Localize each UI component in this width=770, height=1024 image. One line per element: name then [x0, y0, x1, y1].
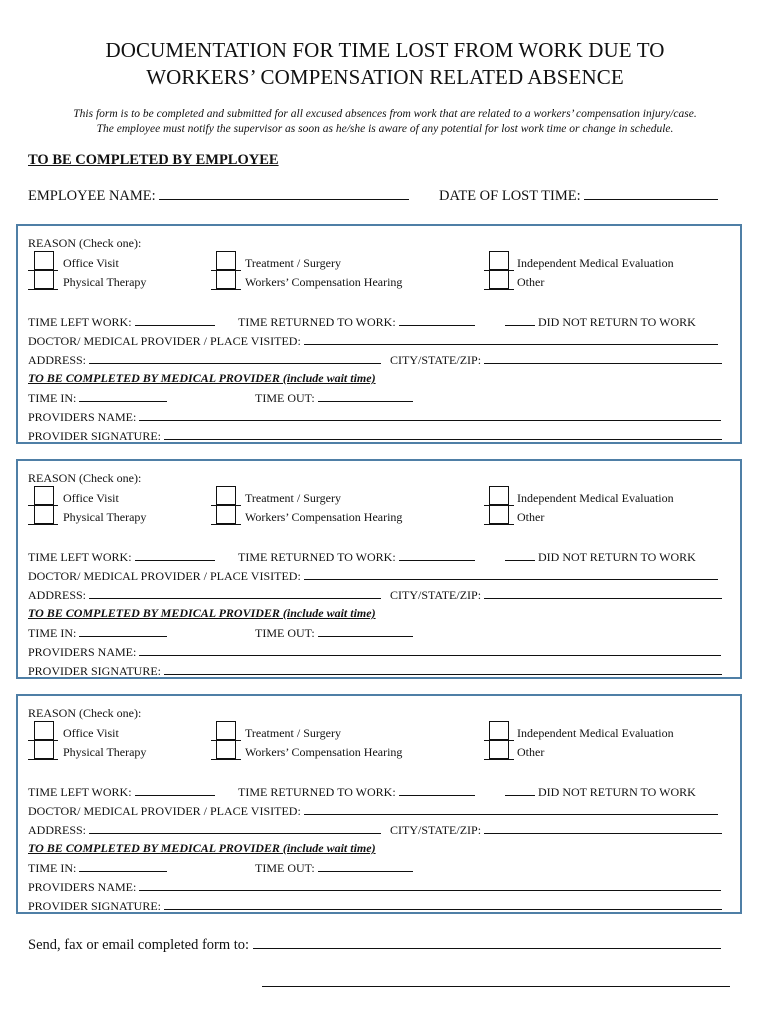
provider-signature-label: PROVIDER SIGNATURE: — [28, 664, 162, 678]
time-left-row — [28, 549, 215, 565]
medical-provider-heading: TO BE COMPLETED BY MEDICAL PROVIDER (include wait time) — [28, 841, 376, 855]
ime-checkbox[interactable] — [489, 251, 509, 270]
time-left-label: TIME LEFT WORK: — [28, 550, 132, 564]
did-not-return-label: DID NOT RETURN TO WORK — [538, 315, 696, 329]
did-not-return-field[interactable] — [505, 549, 535, 561]
did-not-return-label: DID NOT RETURN TO WORK — [538, 550, 696, 564]
providers-name-row — [28, 409, 721, 425]
wc-hearing-label: Workers’ Compensation Hearing — [245, 510, 403, 524]
absence-block-1 — [16, 224, 742, 444]
did-not-return-field[interactable] — [505, 784, 535, 796]
provider-signature-field[interactable] — [164, 663, 722, 675]
reason-label: REASON (Check one): — [28, 236, 142, 250]
office-visit-label: Office Visit — [63, 491, 119, 505]
wc-hearing-checkbox[interactable] — [216, 740, 236, 759]
time-in-row — [28, 860, 167, 876]
reason-label: REASON (Check one): — [28, 471, 142, 485]
time-out-label: TIME OUT: — [255, 626, 315, 640]
employee-name-row — [28, 187, 409, 205]
form-title-line-2: WORKERS’ COMPENSATION RELATED ABSENCE — [146, 65, 624, 89]
ime-checkbox[interactable] — [489, 486, 509, 505]
time-returned-field[interactable] — [399, 784, 475, 796]
other-checkbox[interactable] — [489, 270, 509, 289]
did-not-return-row — [505, 314, 696, 330]
providers-name-label: PROVIDERS NAME: — [28, 410, 137, 424]
provider-signature-field[interactable] — [164, 428, 722, 440]
date-lost-row — [439, 187, 718, 205]
doctor-row — [28, 568, 718, 584]
employee-name-label: EMPLOYEE NAME: — [28, 188, 156, 204]
wc-hearing-checkbox[interactable] — [216, 270, 236, 289]
provider-signature-row — [28, 898, 722, 914]
time-returned-row — [238, 549, 475, 565]
date-lost-label: DATE OF LOST TIME: — [439, 188, 581, 204]
address-row — [28, 822, 381, 838]
providers-name-label: PROVIDERS NAME: — [28, 645, 137, 659]
treatment-surgery-checkbox[interactable] — [216, 251, 236, 270]
doctor-field[interactable] — [304, 333, 718, 345]
send-to-field-line-1[interactable] — [253, 936, 721, 949]
provider-signature-row — [28, 663, 722, 679]
providers-name-field[interactable] — [139, 409, 721, 421]
medical-provider-heading: TO BE COMPLETED BY MEDICAL PROVIDER (include wait time) — [28, 371, 376, 385]
city-row — [390, 822, 722, 838]
time-in-field[interactable] — [79, 390, 167, 402]
providers-name-label: PROVIDERS NAME: — [28, 880, 137, 894]
time-out-label: TIME OUT: — [255, 861, 315, 875]
city-row — [390, 352, 722, 368]
time-returned-row — [238, 784, 475, 800]
time-returned-field[interactable] — [399, 549, 475, 561]
city-label: CITY/STATE/ZIP: — [390, 823, 482, 837]
treatment-surgery-label: Treatment / Surgery — [245, 256, 341, 270]
time-left-field[interactable] — [135, 314, 215, 326]
did-not-return-row — [505, 549, 696, 565]
time-left-field[interactable] — [135, 784, 215, 796]
office-visit-label: Office Visit — [63, 726, 119, 740]
did-not-return-label: DID NOT RETURN TO WORK — [538, 785, 696, 799]
send-row — [28, 936, 721, 954]
intro-line-2: The employee must notify the supervisor as soon as he/she is aware of any potential for lost work time or change in schedule. — [96, 123, 674, 135]
time-in-label: TIME IN: — [28, 861, 77, 875]
time-left-field[interactable] — [135, 549, 215, 561]
time-out-row — [255, 625, 413, 641]
doctor-row — [28, 333, 718, 349]
time-in-label: TIME IN: — [28, 626, 77, 640]
address-label: ADDRESS: — [28, 588, 87, 602]
physical-therapy-label: Physical Therapy — [63, 275, 147, 289]
date-lost-field[interactable] — [584, 187, 718, 200]
address-row — [28, 587, 381, 603]
doctor-label: DOCTOR/ MEDICAL PROVIDER / PLACE VISITED: — [28, 804, 301, 818]
other-checkbox[interactable] — [489, 505, 509, 524]
ime-label: Independent Medical Evaluation — [517, 726, 674, 740]
time-out-label: TIME OUT: — [255, 391, 315, 405]
physical-therapy-checkbox[interactable] — [34, 270, 54, 289]
time-left-row — [28, 314, 215, 330]
form-title-line-1: DOCUMENTATION FOR TIME LOST FROM WORK DUE TO — [105, 38, 665, 62]
office-visit-label: Office Visit — [63, 256, 119, 270]
did-not-return-row — [505, 784, 696, 800]
providers-name-field[interactable] — [139, 879, 721, 891]
other-label: Other — [517, 745, 545, 759]
treatment-surgery-checkbox[interactable] — [216, 721, 236, 740]
employee-section-heading: TO BE COMPLETED BY EMPLOYEE — [28, 152, 279, 168]
provider-signature-field[interactable] — [164, 898, 722, 910]
doctor-field[interactable] — [304, 568, 718, 580]
city-row — [390, 587, 722, 603]
other-checkbox[interactable] — [489, 740, 509, 759]
time-returned-field[interactable] — [399, 314, 475, 326]
providers-name-row — [28, 879, 721, 895]
doctor-label: DOCTOR/ MEDICAL PROVIDER / PLACE VISITED: — [28, 334, 301, 348]
time-out-field[interactable] — [318, 390, 413, 402]
wc-hearing-label: Workers’ Compensation Hearing — [245, 745, 403, 759]
ime-label: Independent Medical Evaluation — [517, 491, 674, 505]
city-field[interactable] — [484, 352, 722, 364]
time-in-row — [28, 625, 167, 641]
treatment-surgery-checkbox[interactable] — [216, 486, 236, 505]
time-returned-label: TIME RETURNED TO WORK: — [238, 315, 396, 329]
time-out-row — [255, 390, 413, 406]
city-label: CITY/STATE/ZIP: — [390, 353, 482, 367]
physical-therapy-checkbox[interactable] — [34, 740, 54, 759]
city-field[interactable] — [484, 587, 722, 599]
city-field[interactable] — [484, 822, 722, 834]
physical-therapy-checkbox[interactable] — [34, 505, 54, 524]
provider-signature-label: PROVIDER SIGNATURE: — [28, 429, 162, 443]
reason-label: REASON (Check one): — [28, 706, 142, 720]
physical-therapy-label: Physical Therapy — [63, 745, 147, 759]
doctor-field[interactable] — [304, 803, 718, 815]
send-to-field-line-2[interactable] — [262, 986, 730, 987]
office-visit-checkbox[interactable] — [34, 486, 54, 505]
employee-name-field[interactable] — [159, 187, 409, 200]
time-returned-label: TIME RETURNED TO WORK: — [238, 550, 396, 564]
absence-block-3 — [16, 694, 742, 914]
intro-line-1: This form is to be completed and submitted for all excused absences from work that are related to a workers’ compensation injury/case. — [73, 108, 697, 120]
time-returned-row — [238, 314, 475, 330]
wc-hearing-label: Workers’ Compensation Hearing — [245, 275, 403, 289]
medical-provider-heading: TO BE COMPLETED BY MEDICAL PROVIDER (include wait time) — [28, 606, 376, 620]
time-left-row — [28, 784, 215, 800]
other-label: Other — [517, 510, 545, 524]
wc-hearing-checkbox[interactable] — [216, 505, 236, 524]
office-visit-checkbox[interactable] — [34, 721, 54, 740]
physical-therapy-label: Physical Therapy — [63, 510, 147, 524]
time-out-row — [255, 860, 413, 876]
time-in-field[interactable] — [79, 625, 167, 637]
treatment-surgery-label: Treatment / Surgery — [245, 491, 341, 505]
ime-label: Independent Medical Evaluation — [517, 256, 674, 270]
city-label: CITY/STATE/ZIP: — [390, 588, 482, 602]
address-label: ADDRESS: — [28, 353, 87, 367]
provider-signature-label: PROVIDER SIGNATURE: — [28, 899, 162, 913]
address-field[interactable] — [89, 587, 381, 599]
address-row — [28, 352, 381, 368]
time-in-field[interactable] — [79, 860, 167, 872]
provider-signature-row — [28, 428, 722, 444]
address-field[interactable] — [89, 822, 381, 834]
office-visit-checkbox[interactable] — [34, 251, 54, 270]
treatment-surgery-label: Treatment / Surgery — [245, 726, 341, 740]
providers-name-row — [28, 644, 721, 660]
doctor-row — [28, 803, 718, 819]
other-label: Other — [517, 275, 545, 289]
providers-name-field[interactable] — [139, 644, 721, 656]
time-left-label: TIME LEFT WORK: — [28, 785, 132, 799]
time-in-row — [28, 390, 167, 406]
doctor-label: DOCTOR/ MEDICAL PROVIDER / PLACE VISITED: — [28, 569, 301, 583]
time-out-field[interactable] — [318, 860, 413, 872]
address-field[interactable] — [89, 352, 381, 364]
absence-block-2 — [16, 459, 742, 679]
send-label: Send, fax or email completed form to: — [28, 937, 250, 953]
time-left-label: TIME LEFT WORK: — [28, 315, 132, 329]
ime-checkbox[interactable] — [489, 721, 509, 740]
address-label: ADDRESS: — [28, 823, 87, 837]
did-not-return-field[interactable] — [505, 314, 535, 326]
time-returned-label: TIME RETURNED TO WORK: — [238, 785, 396, 799]
time-out-field[interactable] — [318, 625, 413, 637]
time-in-label: TIME IN: — [28, 391, 77, 405]
